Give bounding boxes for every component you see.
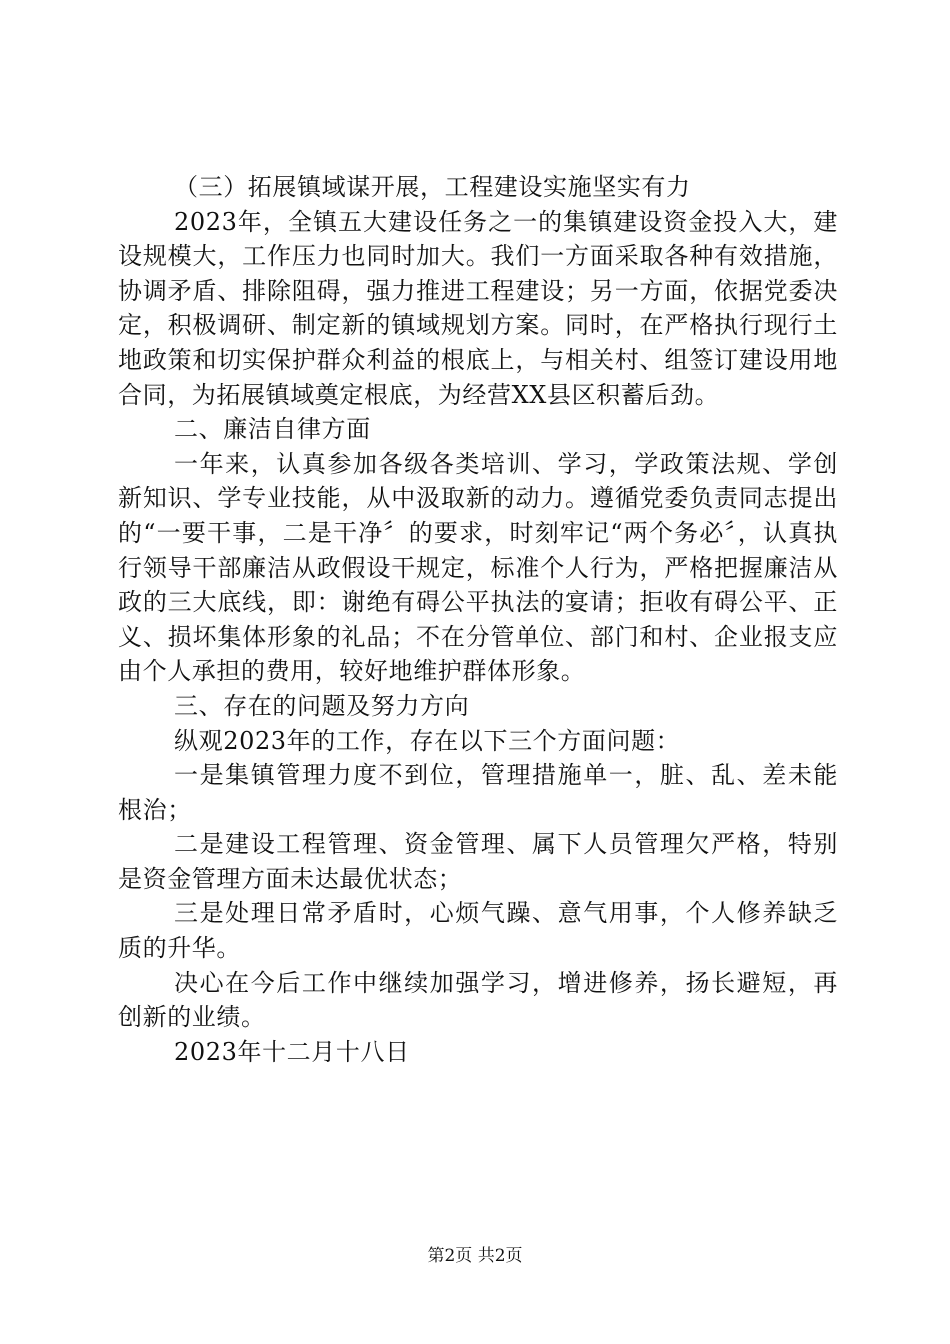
section-heading-problems: 三、存在的问题及努力方向 — [174, 691, 470, 720]
section-heading-integrity: 二、廉洁自律方面 — [174, 415, 371, 444]
body-paragraph: 一年来，认真参加各级各类培训、学习，学政策法规、学创新知识、学专业技能，从中汲取新的动力。遵循党委负责同志提出的“一要干事，二是干净〞的要求，时刻牢记“两个务必〞，认真执行领导干部廉洁从政假设干规定，标准个人行为，严格把握廉洁从政的三大底线，即：谢绝有碍公平执法的宴请；拒收有碍公平、正义、损坏集体形象的礼品；不在分管单位、部门和村、企业报支应由个人承担的费用，较好地维护群体形象。 — [118, 449, 838, 686]
document-date: 2023年十二月十八日 — [174, 1037, 410, 1066]
section-heading-3: （三）拓展镇域谋开展，工程建设实施坚实有力 — [174, 173, 691, 201]
problem-item-2: 二是建设工程管理、资金管理、属下人员管理欠严格，特别是资金管理方面未达最优状态； — [118, 830, 838, 893]
document-body — [118, 170, 838, 1069]
problem-item-3: 三是处理日常矛盾时，心烦气躁、意气用事，个人修养缺乏质的升华。 — [118, 899, 838, 963]
page-number-footer: 第2页 共2页 — [427, 1246, 523, 1266]
body-paragraph: 纵观2023年的工作，存在以下三个方面问题： — [174, 726, 681, 755]
body-paragraph: 2023年，全镇五大建设任务之一的集镇建设资金投入大，建设规模大，工作压力也同时加大。我们一方面采取各种有效措施，协调矛盾、排除阻碍，强力推进工程建设；另一方面，依据党委决定，积极调研、制定新的镇域规划方案。同时，在严格执行现行土地政策和切实保护群众利益的根底上，与相关村、组签订建设用地合同，为拓展镇域奠定根底，为经营XX县区积蓄后劲。 — [118, 207, 838, 409]
body-paragraph: 决心在今后工作中继续加强学习，增进修养，扬长避短，再创新的业绩。 — [118, 968, 838, 1032]
problem-item-1: 一是集镇管理力度不到位，管理措施单一，脏、乱、差未能根治； — [118, 761, 838, 824]
